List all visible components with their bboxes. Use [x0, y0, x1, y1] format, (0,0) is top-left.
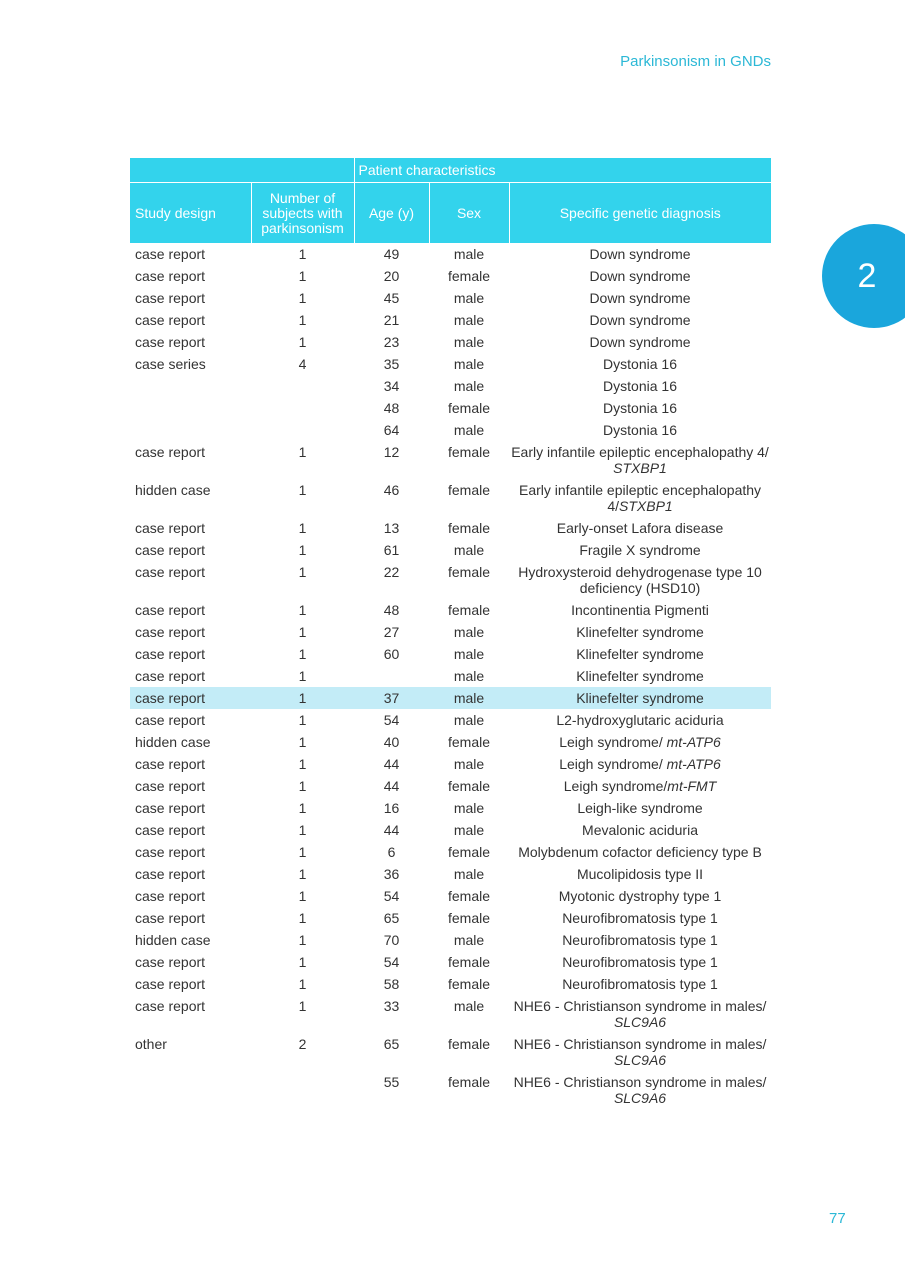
- cell-sex: female: [447, 888, 491, 904]
- cell-subjects: 1: [298, 602, 307, 618]
- cell-subjects: 1: [298, 800, 307, 816]
- cell-sex: female: [447, 1036, 491, 1052]
- table-row: [130, 441, 771, 479]
- table-row: [130, 265, 771, 287]
- table-row: [130, 753, 771, 775]
- cell-study-design: [130, 1071, 251, 1109]
- diagnosis-text: Early infantile epileptic encephalopathy 4/: [518, 482, 762, 514]
- cell-age: 65: [383, 910, 400, 926]
- cell-diagnosis: [509, 441, 771, 479]
- cell-diagnosis: [509, 243, 771, 265]
- cell-sex: female: [447, 444, 491, 460]
- cell-study-design: case report: [135, 624, 206, 640]
- diagnosis-text: Leigh syndrome/: [559, 756, 667, 772]
- cell-diagnosis: [509, 287, 771, 309]
- cell-sex: male: [453, 246, 485, 262]
- running-title: Parkinsonism in GNDs: [620, 53, 771, 70]
- cell-age: 48: [383, 602, 400, 618]
- table-row: [130, 863, 771, 885]
- cell-subjects: 1: [298, 246, 307, 262]
- diagnosis-text: Neurofibromatosis type 1: [562, 976, 718, 992]
- cell-age: 70: [383, 932, 400, 948]
- cell-diagnosis: [509, 995, 771, 1033]
- cell-age: 65: [383, 1036, 400, 1052]
- diagnosis-text: Early infantile epileptic encephalopathy 4/: [511, 444, 769, 460]
- cell-age: 16: [383, 800, 400, 816]
- table-row: [130, 907, 771, 929]
- gene-name: mt-ATP6: [666, 756, 721, 772]
- table-row: [130, 353, 771, 375]
- cell-age: 13: [383, 520, 400, 536]
- cell-sex: male: [453, 542, 485, 558]
- cell-age: 44: [383, 756, 400, 772]
- cell-subjects: 1: [298, 910, 307, 926]
- cell-sex: male: [453, 932, 485, 948]
- cell-subjects: [251, 419, 354, 441]
- diagnosis-text: Incontinentia Pigmenti: [571, 602, 709, 618]
- cell-age: 36: [383, 866, 400, 882]
- cell-study-design: case report: [135, 778, 206, 794]
- cell-diagnosis: [509, 907, 771, 929]
- cell-subjects: 1: [251, 687, 354, 709]
- cell-study-design: [130, 375, 251, 397]
- cell-diagnosis: [509, 863, 771, 885]
- diagnosis-text: Molybdenum cofactor deficiency type B: [518, 844, 762, 860]
- cell-diagnosis: [509, 479, 771, 517]
- cell-sex: female: [447, 1074, 491, 1090]
- cell-age: 6: [387, 844, 396, 860]
- cell-sex: male: [453, 822, 485, 838]
- table-row: [130, 797, 771, 819]
- column-header-subjects: Number of subjects with parkinsonism: [251, 183, 354, 244]
- table-row: [130, 309, 771, 331]
- cell-subjects: 1: [298, 646, 307, 662]
- cell-diagnosis: [509, 599, 771, 621]
- cell-diagnosis: [509, 819, 771, 841]
- cell-age: 54: [383, 712, 400, 728]
- table-row: [130, 841, 771, 863]
- cell-study-design: case report: [135, 312, 206, 328]
- table-row: [130, 287, 771, 309]
- diagnosis-text: Klinefelter syndrome: [576, 668, 704, 684]
- table-row: [130, 243, 771, 265]
- table-row: [130, 331, 771, 353]
- table-row: [130, 687, 771, 709]
- cell-subjects: 1: [298, 564, 307, 580]
- table-body: [130, 243, 771, 1109]
- table-row: [130, 951, 771, 973]
- table-row: [130, 621, 771, 643]
- cell-diagnosis: [509, 561, 771, 599]
- diagnosis-text: Leigh syndrome/: [563, 778, 668, 794]
- cell-subjects: 1: [298, 998, 307, 1014]
- diagnosis-text: Down syndrome: [589, 334, 691, 350]
- cell-diagnosis: [509, 841, 771, 863]
- cell-sex: male: [453, 378, 485, 394]
- cell-diagnosis: [509, 929, 771, 951]
- cell-sex: male: [453, 866, 485, 882]
- cell-study-design: case report: [135, 888, 206, 904]
- cell-sex: female: [447, 564, 491, 580]
- table-row: [130, 709, 771, 731]
- cell-age: 49: [383, 246, 400, 262]
- cell-sex: male: [453, 668, 485, 684]
- cell-diagnosis: [509, 621, 771, 643]
- diagnosis-text: Dystonia 16: [603, 356, 677, 372]
- diagnosis-text: Neurofibromatosis type 1: [562, 910, 718, 926]
- chapter-tab: 2: [822, 224, 905, 328]
- cell-sex: male: [453, 800, 485, 816]
- cell-age: 44: [383, 778, 400, 794]
- cell-sex: male: [453, 356, 485, 372]
- cell-study-design: case report: [135, 800, 206, 816]
- table-row: [130, 1071, 771, 1109]
- diagnosis-text: Leigh-like syndrome: [577, 800, 703, 816]
- cell-sex: female: [447, 482, 491, 498]
- cell-diagnosis: [509, 973, 771, 995]
- cell-sex: female: [447, 400, 491, 416]
- diagnosis-text: Neurofibromatosis type 1: [562, 932, 718, 948]
- cell-age: 58: [383, 976, 400, 992]
- table-row: [130, 643, 771, 665]
- cell-subjects: [251, 1071, 354, 1109]
- table-row: [130, 731, 771, 753]
- cell-sex: female: [447, 520, 491, 536]
- cell-diagnosis: [509, 951, 771, 973]
- cell-study-design: case report: [135, 520, 206, 536]
- cell-sex: male: [453, 712, 485, 728]
- table-row: [130, 397, 771, 419]
- cell-subjects: 1: [298, 866, 307, 882]
- cell-study-design: case report: [135, 976, 206, 992]
- cell-age: 21: [383, 312, 400, 328]
- cell-age: 40: [383, 734, 400, 750]
- column-header-sex: Sex: [429, 183, 509, 244]
- table-row: [130, 929, 771, 951]
- diagnosis-text: Mucolipidosis type II: [576, 866, 704, 882]
- cell-age: 64: [383, 422, 400, 438]
- cell-subjects: 1: [298, 932, 307, 948]
- cell-study-design: case report: [135, 910, 206, 926]
- diagnosis-text: Neurofibromatosis type 1: [562, 954, 718, 970]
- cell-diagnosis: [509, 775, 771, 797]
- table-row: [130, 479, 771, 517]
- cell-sex: female: [447, 778, 491, 794]
- cell-diagnosis: [509, 397, 771, 419]
- cell-age: 60: [383, 646, 400, 662]
- group-header: Patient characteristics: [354, 158, 771, 183]
- patient-table: [130, 158, 771, 1109]
- cell-subjects: 1: [298, 712, 307, 728]
- table-row: [130, 995, 771, 1033]
- cell-diagnosis: [509, 331, 771, 353]
- gene-name: SLC9A6: [613, 1052, 667, 1068]
- table-row: [130, 973, 771, 995]
- cell-diagnosis: [509, 539, 771, 561]
- column-header-age: Age (y): [354, 183, 429, 244]
- cell-age: 20: [383, 268, 400, 284]
- diagnosis-text: L2-hydroxyglutaric aciduria: [556, 712, 724, 728]
- gene-name: mt-ATP6: [666, 734, 721, 750]
- cell-sex: male: [453, 624, 485, 640]
- cell-age: 23: [383, 334, 400, 350]
- diagnosis-text: Down syndrome: [589, 290, 691, 306]
- gene-name: STXBP1: [619, 498, 673, 514]
- cell-sex: male: [453, 312, 485, 328]
- cell-study-design: case report: [135, 998, 206, 1014]
- cell-age: 22: [383, 564, 400, 580]
- diagnosis-text: Down syndrome: [589, 268, 691, 284]
- cell-sex: female: [447, 976, 491, 992]
- cell-diagnosis: [509, 517, 771, 539]
- cell-sex: male: [453, 646, 485, 662]
- cell-study-design: hidden case: [135, 734, 211, 750]
- cell-age: 46: [383, 482, 400, 498]
- cell-subjects: 1: [298, 444, 307, 460]
- cell-study-design: case report: [135, 756, 206, 772]
- cell-diagnosis: [509, 265, 771, 287]
- diagnosis-text: Down syndrome: [589, 312, 691, 328]
- cell-study-design: case report: [135, 564, 206, 580]
- cell-age: 33: [383, 998, 400, 1014]
- diagnosis-text: Leigh syndrome/: [559, 734, 667, 750]
- diagnosis-text: NHE6 - Christianson syndrome in males/: [513, 1074, 767, 1090]
- diagnosis-text: Hydroxysteroid dehydrogenase type 10 deficiency (HSD10): [518, 564, 762, 596]
- cell-diagnosis: [509, 753, 771, 775]
- cell-diagnosis: [509, 419, 771, 441]
- gene-name: STXBP1: [613, 460, 667, 476]
- cell-study-design: case report: [135, 866, 206, 882]
- cell-subjects: 1: [298, 312, 307, 328]
- cell-diagnosis: [509, 885, 771, 907]
- cell-study-design: case series: [135, 356, 206, 372]
- diagnosis-text: Fragile X syndrome: [579, 542, 701, 558]
- cell-study-design: case report: [135, 844, 206, 860]
- table-row: [130, 419, 771, 441]
- cell-subjects: 1: [298, 734, 307, 750]
- cell-diagnosis: [509, 731, 771, 753]
- cell-study-design: case report: [135, 542, 206, 558]
- cell-age: 35: [383, 356, 400, 372]
- diagnosis-text: NHE6 - Christianson syndrome in males/: [513, 1036, 767, 1052]
- cell-age: 61: [383, 542, 400, 558]
- diagnosis-text: Myotonic dystrophy type 1: [558, 888, 722, 904]
- group-header-blank: [130, 158, 354, 183]
- cell-study-design: hidden case: [135, 482, 211, 498]
- cell-subjects: 1: [298, 954, 307, 970]
- gene-name: mt-FMT: [667, 778, 717, 794]
- column-header-diagnosis: Specific genetic diagnosis: [509, 183, 771, 244]
- table-row: [130, 775, 771, 797]
- cell-subjects: 1: [298, 334, 307, 350]
- cell-subjects: [251, 397, 354, 419]
- cell-diagnosis: [509, 665, 771, 687]
- cell-subjects: 1: [298, 542, 307, 558]
- diagnosis-text: Down syndrome: [589, 246, 691, 262]
- cell-study-design: case report: [135, 334, 206, 350]
- gene-name: SLC9A6: [613, 1014, 667, 1030]
- cell-sex: male: [453, 422, 485, 438]
- cell-study-design: [130, 419, 251, 441]
- cell-diagnosis: [509, 353, 771, 375]
- cell-subjects: 1: [298, 888, 307, 904]
- diagnosis-text: Dystonia 16: [603, 422, 677, 438]
- cell-sex: female: [447, 602, 491, 618]
- cell-study-design: case report: [135, 602, 206, 618]
- cell-study-design: case report: [135, 954, 206, 970]
- table-row: [130, 885, 771, 907]
- cell-study-design: case report: [130, 687, 251, 709]
- cell-age: 44: [383, 822, 400, 838]
- cell-diagnosis: [509, 797, 771, 819]
- cell-diagnosis: [509, 375, 771, 397]
- cell-study-design: case report: [135, 268, 206, 284]
- cell-age: 55: [383, 1074, 400, 1090]
- cell-study-design: case report: [135, 246, 206, 262]
- cell-age: 54: [383, 954, 400, 970]
- diagnosis-text: Dystonia 16: [603, 400, 677, 416]
- cell-sex: female: [447, 734, 491, 750]
- cell-subjects: 1: [298, 778, 307, 794]
- cell-study-design: case report: [135, 646, 206, 662]
- cell-subjects: 1: [298, 668, 307, 684]
- cell-diagnosis: [509, 709, 771, 731]
- cell-age: 37: [354, 687, 429, 709]
- diagnosis-text: Dystonia 16: [603, 378, 677, 394]
- cell-subjects: 1: [298, 976, 307, 992]
- cell-sex: male: [429, 687, 509, 709]
- cell-age: 12: [383, 444, 400, 460]
- cell-subjects: 1: [298, 822, 307, 838]
- gene-name: SLC9A6: [613, 1090, 667, 1106]
- cell-study-design: case report: [135, 712, 206, 728]
- cell-age: 27: [383, 624, 400, 640]
- cell-subjects: 2: [298, 1036, 307, 1052]
- cell-age: 34: [383, 378, 400, 394]
- diagnosis-text: Klinefelter syndrome: [576, 624, 704, 640]
- cell-subjects: 4: [298, 356, 307, 372]
- cell-study-design: case report: [135, 444, 206, 460]
- table-row: [130, 517, 771, 539]
- cell-subjects: 1: [298, 482, 307, 498]
- cell-age: 54: [383, 888, 400, 904]
- cell-study-design: case report: [135, 668, 206, 684]
- cell-study-design: case report: [135, 290, 206, 306]
- cell-sex: female: [447, 268, 491, 284]
- cell-subjects: 1: [298, 756, 307, 772]
- cell-sex: male: [453, 756, 485, 772]
- cell-age: 45: [383, 290, 400, 306]
- table-row: [130, 561, 771, 599]
- cell-subjects: 1: [298, 290, 307, 306]
- cell-study-design: hidden case: [135, 932, 211, 948]
- cell-subjects: 1: [298, 520, 307, 536]
- cell-sex: female: [447, 844, 491, 860]
- cell-sex: male: [453, 334, 485, 350]
- cell-age: [354, 665, 429, 687]
- cell-diagnosis: [509, 309, 771, 331]
- table-row: [130, 599, 771, 621]
- table-row: [130, 665, 771, 687]
- cell-sex: male: [453, 998, 485, 1014]
- cell-sex: female: [447, 910, 491, 926]
- column-header-study-design: Study design: [130, 183, 251, 244]
- diagnosis-text: Early-onset Lafora disease: [556, 520, 724, 536]
- cell-study-design: [130, 397, 251, 419]
- cell-subjects: 1: [298, 268, 307, 284]
- page-number: 77: [829, 1210, 846, 1227]
- cell-diagnosis: [509, 643, 771, 665]
- cell-subjects: [251, 375, 354, 397]
- cell-subjects: 1: [298, 624, 307, 640]
- cell-subjects: 1: [298, 844, 307, 860]
- diagnosis-text: Klinefelter syndrome: [576, 646, 704, 662]
- cell-diagnosis: [509, 1033, 771, 1071]
- table-row: [130, 375, 771, 397]
- table-row: [130, 1033, 771, 1071]
- diagnosis-text: Klinefelter syndrome: [576, 690, 704, 706]
- cell-study-design: other: [135, 1036, 167, 1052]
- cell-diagnosis: [509, 687, 771, 709]
- cell-study-design: case report: [135, 822, 206, 838]
- cell-sex: female: [447, 954, 491, 970]
- diagnosis-text: NHE6 - Christianson syndrome in males/: [513, 998, 767, 1014]
- cell-age: 48: [383, 400, 400, 416]
- diagnosis-text: Mevalonic aciduria: [582, 822, 698, 838]
- table-row: [130, 539, 771, 561]
- cell-sex: male: [453, 290, 485, 306]
- table-row: [130, 819, 771, 841]
- cell-diagnosis: [509, 1071, 771, 1109]
